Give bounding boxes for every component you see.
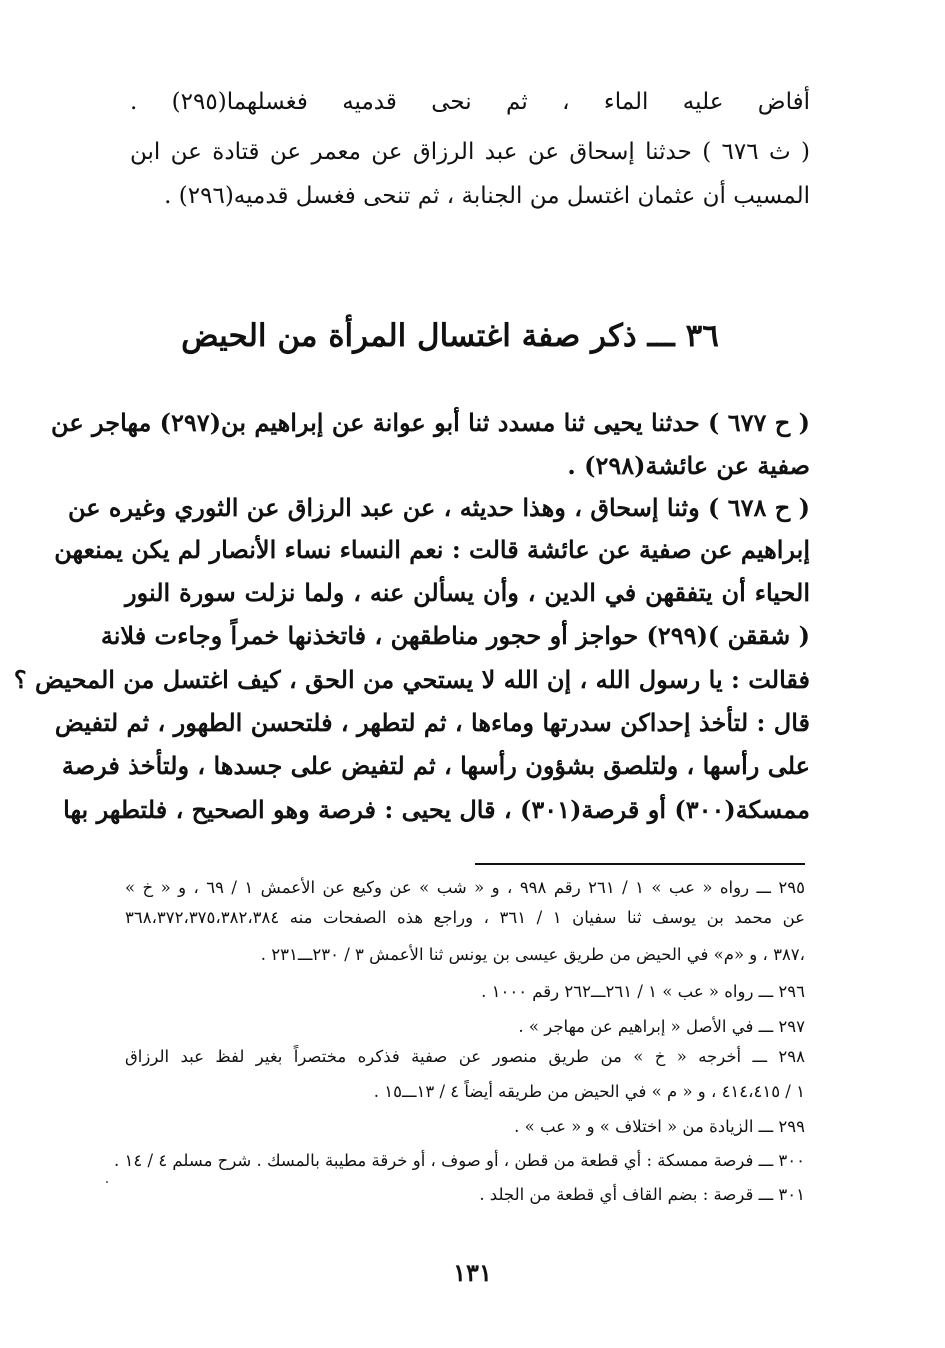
body-line-10: ممسكة(٣٠٠) أو قرصة(٣٠١) ، قال يحيى : فرصة وهو الصحيح ، فلتطهر بها — [63, 795, 810, 824]
section-heading: ٣٦ ـــ ذكر صفة اغتسال المرأة من الحيض — [181, 318, 719, 354]
intro-line-1: أفاض عليه الماء ، ثم نحى قدميه فغسلهما(٢٩٥) . — [130, 89, 810, 115]
page-number: ١٣١ — [453, 1258, 492, 1287]
body-line-1: ( ح ٦٧٧ ) حدثنا يحيى ثنا مسدد ثنا أبو عوانة عن إبراهيم بن(٢٩٧) مهاجر عن — [51, 408, 810, 437]
footnote-line-8: ٢٩٩ ـــ الزيادة من « اختلاف » و « عب » . — [514, 1117, 805, 1136]
body-line-6: ( شققن )(٢٩٩) حواجز أو حجور مناطقهن ، فاتخذنها خمراً وجاءت فلانة — [100, 621, 810, 650]
scan-speck — [106, 1181, 108, 1183]
intro-line-2: ( ث ٦٧٦ ) حدثنا إسحاق عن عبد الرزاق عن معمر عن قتادة عن ابن — [130, 139, 810, 165]
footnote-line-3: ،٣٨٧ ، و «م» في الحيض من طريق عيسى بن يونس ثنا الأعمش ٣ / ٢٣٠ـــ٢٣١ . — [260, 945, 805, 964]
footnote-line-7: ١ / ٤١٤،٤١٥ ، و « م » في الحيض من طريقه أيضاً ٤ / ١٣ـــ١٥ . — [373, 1082, 805, 1101]
body-line-3: ( ح ٦٧٨ ) وثنا إسحاق ، وهذا حديثه ، عن عبد الرزاق عن الثوري وغيره عن — [67, 493, 810, 522]
footnote-line-5: ٢٩٧ ـــ في الأصل « إبراهيم عن مهاجر » . — [518, 1017, 805, 1036]
body-line-8: قال : لتأخذ إحداكن سدرتها وماءها ، ثم لتطهر ، فلتحسن الطهور ، ثم لتفيض — [54, 708, 810, 737]
footnote-line-4: ٢٩٦ ـــ رواه « عب » ١ / ٢٦١ـــ٢٦٢ رقم ١٠٠٠ . — [481, 982, 805, 1001]
footnote-line-9: ٣٠٠ ـــ فرصة ممسكة : أي قطعة من قطن ، أو صوف ، أو خرقة مطيبة بالمسك . شرح مسلم ٤ / ١٤ . — [114, 1151, 805, 1170]
body-line-2: صفية عن عائشة(٢٩٨) . — [567, 451, 810, 480]
body-line-9: على رأسها ، ولتلصق بشؤون رأسها ، ثم لتفيض على جسدها ، ولتأخذ فرصة — [61, 751, 810, 780]
body-line-5: الحياء أن يتفقهن في الدين ، وأن يسألن عنه ، ولما نزلت سورة النور — [125, 578, 810, 607]
footnote-separator — [475, 863, 805, 865]
body-line-4: إبراهيم عن صفية عن عائشة قالت : نعم النساء نساء الأنصار لم يكن يمنعهن — [54, 535, 810, 564]
footnote-line-1: ٢٩٥ ـــ رواه « عب » ١ / ٢٦١ رقم ٩٩٨ ، و « شب » عن وكيع عن الأعمش ١ / ٦٩ ، و « خ » — [125, 878, 805, 897]
footnote-line-10: ٣٠١ ـــ قرصة : بضم القاف أي قطعة من الجلد . — [479, 1185, 805, 1204]
footnote-line-6: ٢٩٨ ـــ أخرجه « خ » من طريق منصور عن صفية فذكره مختصراً بغير لفظ عبد الرزاق — [125, 1047, 805, 1066]
footnote-line-2: عن محمد بن يوسف ثنا سفيان ١ / ٣٦١ ، وراجع هذه الصفحات منه ٣٦٨،٣٧٢،٣٧٥،٣٨٢،٣٨٤ — [125, 908, 805, 927]
intro-line-3: المسيب أن عثمان اغتسل من الجنابة ، ثم تنحى فغسل قدميه(٢٩٦) . — [164, 183, 810, 209]
body-line-7: فقالت : يا رسول الله ، إن الله لا يستحي من الحق ، كيف اغتسل من المحيض ؟ — [13, 665, 810, 694]
